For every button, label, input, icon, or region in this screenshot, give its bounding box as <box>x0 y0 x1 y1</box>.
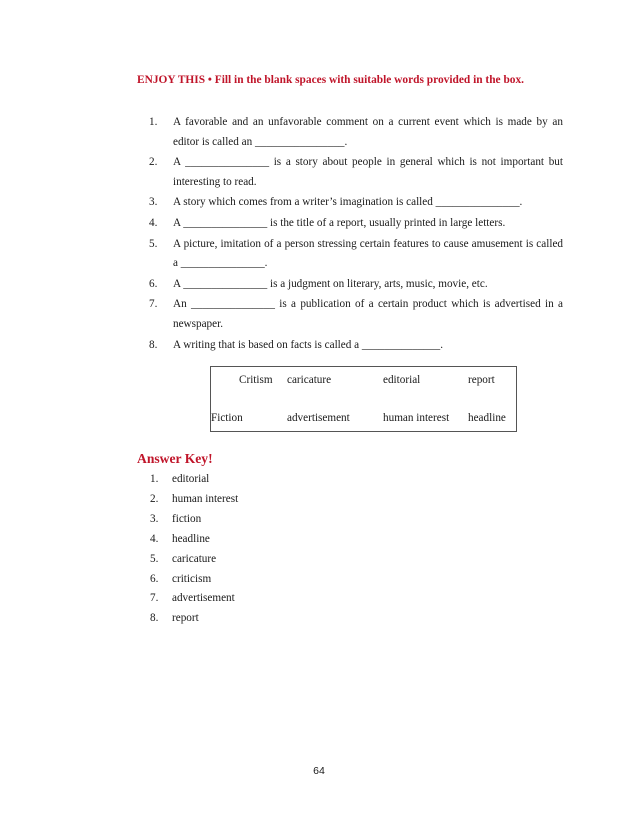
question-item <box>137 153 563 192</box>
answer-item <box>150 510 238 530</box>
question-number: 3. <box>149 196 158 209</box>
word-box-word: Fiction <box>211 412 243 424</box>
answer-number: 3. <box>150 512 159 525</box>
question-number: 5. <box>149 237 158 250</box>
question-item <box>137 193 563 213</box>
question-text: A _______________ is a judgment on literary, arts, music, movie, etc. <box>173 277 488 290</box>
word-box-word: editorial <box>383 374 421 386</box>
question-text: A _______________ is a story about people in general which is not important but interesting to read. <box>173 156 563 188</box>
answer-number: 5. <box>150 552 159 565</box>
word-box-word: caricature <box>287 374 332 386</box>
question-number: 4. <box>149 216 158 229</box>
answer-item <box>150 470 238 490</box>
word-box-word: Critism <box>239 374 273 386</box>
word-box <box>210 366 517 432</box>
answer-item <box>150 609 238 629</box>
answer-number: 1. <box>150 473 159 485</box>
answer-item <box>150 570 238 590</box>
answer-text: advertisement <box>172 592 235 605</box>
answer-key-title: Answer Key! <box>137 451 213 466</box>
question-text: A writing that is based on facts is called a ______________. <box>173 338 444 351</box>
question-text: An _______________ is a publication of a certain product which is advertised in a newspaper. <box>173 298 563 330</box>
question-item <box>137 295 563 334</box>
exercise-heading: ENJOY THIS • Fill in the blank spaces with suitable words provided in the box. <box>137 74 525 86</box>
answer-text: criticism <box>172 572 212 585</box>
answer-text: fiction <box>172 512 202 525</box>
answer-item <box>150 530 238 550</box>
word-box-word: headline <box>468 412 506 424</box>
answer-text: report <box>172 612 199 625</box>
word-box-word: human interest <box>383 412 450 424</box>
question-text: A story which comes from a writer’s imagination is called _______________. <box>173 196 523 209</box>
word-box-word: report <box>468 374 495 386</box>
answer-number: 8. <box>150 612 159 625</box>
question-number: 8. <box>149 338 158 351</box>
question-number: 1. <box>149 116 158 128</box>
question-item <box>137 336 563 356</box>
question-item <box>137 235 563 274</box>
question-number: 6. <box>149 277 158 290</box>
answer-item <box>150 589 238 609</box>
answer-text: headline <box>172 532 210 545</box>
answer-text: human interest <box>172 492 239 505</box>
answer-number: 7. <box>150 592 159 605</box>
answer-number: 4. <box>150 532 159 545</box>
question-text: A favorable and an unfavorable comment on a current event which is made by an editor is called an ________________. <box>173 116 563 148</box>
question-item <box>137 275 563 295</box>
question-list <box>137 113 563 355</box>
answer-item <box>150 550 238 570</box>
question-number: 2. <box>149 156 158 169</box>
page-number: 64 <box>313 765 325 777</box>
answer-text: caricature <box>172 552 217 565</box>
answer-list <box>150 470 238 629</box>
question-item <box>137 113 563 152</box>
question-item <box>137 214 563 234</box>
question-text: A picture, imitation of a person stressing certain features to cause amusement is called a _______________. <box>173 237 563 270</box>
word-box-word: advertisement <box>287 412 350 424</box>
answer-text: editorial <box>172 473 210 485</box>
answer-number: 2. <box>150 492 159 505</box>
answer-number: 6. <box>150 572 159 585</box>
question-text: A _______________ is the title of a report, usually printed in large letters. <box>173 216 506 229</box>
answer-item <box>150 490 238 510</box>
question-number: 7. <box>149 298 158 311</box>
